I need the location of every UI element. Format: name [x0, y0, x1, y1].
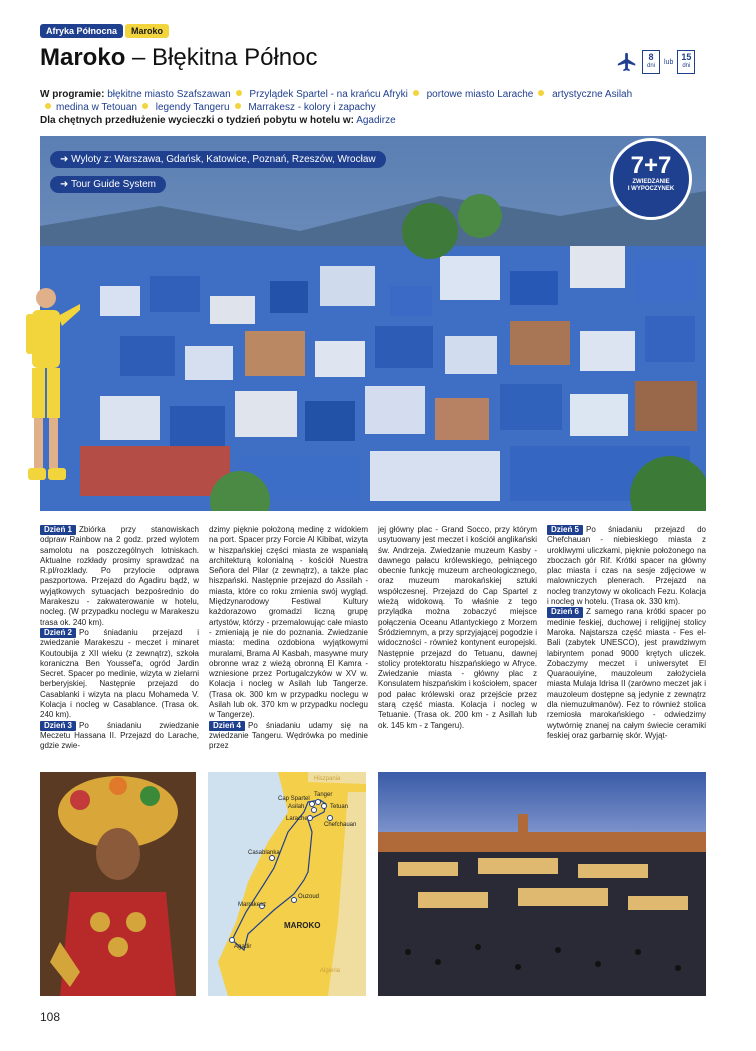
program-item: medina w Tetouan	[56, 102, 137, 113]
map-country-label: MAROKO	[284, 921, 321, 930]
bullet-dot-icon	[413, 90, 419, 96]
day-text: Po śniadaniu udamy się na zwiedzanie Tangeru. Wędrówka po medinie przez	[209, 720, 368, 751]
itinerary-column-1	[40, 525, 199, 765]
duration-8-days: 8 dni	[642, 50, 660, 74]
day-text: Po śniadaniu zwiedzanie Meczetu Hassana II. Przejazd do Larache, gdzie zwie-	[40, 720, 199, 751]
tour-guide-figure	[18, 284, 82, 512]
flights-info-pill: ➜ Wyloty z: Warszawa, Gdańsk, Katowice, Poznań, Rzeszów, Wrocław	[50, 151, 386, 168]
region-tag: Afryka Północna	[40, 24, 123, 38]
program-item: legendy Tangeru	[155, 102, 230, 113]
day-text: dzimy pięknie położoną medinę z widokiem na port. Spacer przy Forcie Al Kibibat, wizyta w hiszpańskiej części miasta ze wspaniałą architekturą kolonialną - kościół Nuestra Señora del Pilar (z zewnątrz), a także plac hiszpański. Następnie przejazd do Assilah - miasta, które co roku zmienia swój wygląd. Międzynarodowy Festiwal Kultury każdorazowo gromadzi liczną grupę artystów, którzy - przemalowując całe miasto - zmieniają je nie do poznania. Zwiedzanie miasta: medina ozdobiona wyjątkowymi muralami, Brama Al Kasbah, masywne mury obronne wraz z wieżą obronną El Kamra - wzniesione przez Portugalczyków w XV w. Kolacja i nocleg w Asilah lub Tangerze. (Trasa ok. 300 km w przypadku noclegu w Asilah lub ok. 370 km w przypadku noclegu w Tangerze).	[209, 525, 368, 720]
map-label-marrakesz: Marrakesz	[238, 902, 267, 908]
extension-label: Dla chętnych przedłużenie wycieczki o tydzień pobytu w hotelu w:	[40, 115, 354, 126]
photo-marrakesh-square	[378, 772, 706, 996]
bullet-dot-icon	[538, 90, 544, 96]
day-text: Po śniadaniu przejazd do Chefchauan - niebieskiego miasta z urokliwymi uliczkami, pięknie położonego na zboczach gór Rif. Krótki spacer na główny plac miasta i czas na sesje zdjęciowe w malowniczych plenerach. Przejazd na nocleg tranzytowy w okolicach Fezu. Kolacja i nocleg w hotelu. (Trasa ok. 330 km).	[547, 525, 706, 607]
tour-guide-pill: ➜ Tour Guide System	[50, 176, 166, 193]
breadcrumb-tags	[40, 24, 169, 38]
itinerary-columns	[40, 525, 706, 765]
program-item: artystyczne Asilah	[552, 89, 633, 100]
photo-water-seller	[40, 772, 196, 996]
day-label: Dzień 4	[209, 721, 245, 731]
program-item: Przylądek Spartel - na krańcu Afryki	[249, 89, 408, 100]
day-label: Dzień 1	[40, 525, 76, 535]
hero-photo-chefchaouen	[40, 136, 706, 511]
day-label: Dzień 5	[547, 525, 583, 535]
duration-indicator	[616, 50, 695, 74]
map-label-algeria: Algieria	[320, 968, 341, 974]
bullet-dot-icon	[236, 90, 242, 96]
day-text: jej główny plac - Grand Socco, przy którym usytuowany jest meczet i kościół anglikański św. Andrzeja. Zwiedzanie muzeum Kasby - dawnego pałacu królewskiego, pełniącego obecnie funkcję muzeum archeologicznego, oraz muzeum marokańskiej sztuki współczesnej. Przejazd do Cap Spartel z wieżą widokową. To właśnie z tego przylądka można zobaczyć miejsce połączenia Oceanu Atlantyckiego z Morzem Śródziemnym, a przy sprzyjającej pogodzie i widoczności - również kontynent europejski. Następnie przejazd do Tetuanu, dawnej stolicy protektoratu hiszpańskiego w Afryce. Zwiedzanie miasta - główny plac z Konsulatem hiszpańskim i kościołem, spacer pod pałac królewski oraz przejście przez starą część miasta. Kolacja i nocleg w Tetuanie. (Trasa ok. 200 km - z Asillah lub ok. 145 km - z Tangeru).	[378, 525, 537, 730]
map-label-asilah: Asilah	[288, 804, 305, 810]
program-item: portowe miasto Larache	[426, 89, 534, 100]
program-item: Marrakesz - kolory i zapachy	[248, 102, 376, 113]
extension-place: Agadirze	[356, 115, 396, 126]
map-label-casablanka: Casablanka	[248, 850, 280, 856]
badge-number: 7+7	[630, 152, 672, 179]
day-text: Po śniadaniu przejazd i zwiedzanie Marakeszu - meczet i minaret Koutoubija z XII wieku (z zewnątrz), szkoła koraniczna Ben Youssef'a, ogród Jardin Secret. Spacer po medinie, wizyta w zielarni berberyjskiej. Następnie przejazd do Casablanki i wizyta na placu Mohameda V. Kolacja i nocleg w Casablance. (Trasa ok. 240 km).	[40, 627, 199, 720]
bullet-dot-icon	[45, 103, 51, 109]
title-bold: Maroko	[40, 44, 126, 71]
bullet-dot-icon	[142, 103, 148, 109]
plane-icon	[616, 51, 638, 73]
map-label-tanger: Tanger	[314, 792, 333, 798]
duration-or: lub	[664, 58, 674, 66]
page-title	[40, 44, 317, 72]
bullet-dot-icon	[235, 103, 241, 109]
country-tag: Maroko	[125, 24, 169, 38]
day-label: Dzień 3	[40, 721, 76, 731]
itinerary-column-2	[209, 525, 368, 765]
program-item: błękitne miasto Szafszawan	[107, 89, 231, 100]
map-label-cap-spartel: Cap Spartel	[278, 796, 310, 802]
duration-15-days: 15 dni	[677, 50, 695, 74]
title-rest: – Błękitna Północ	[125, 44, 318, 71]
itinerary-column-3	[378, 525, 537, 765]
map-label-tetuan: Tetuan	[330, 804, 349, 810]
badge-line1: ZWIEDZANIE	[632, 179, 670, 185]
day-text: Zbiórka przy stanowiskach odpraw Rainbow na 2 godz. przed wylotem samolotu na poszczególnych lotniskach. Aktualne rozkłady prosimy sprawdzać na R.pl/rozklady. Po przylocie odprawa paszportowa. Przejazd do Agadiru bądź, w wyjątkowych sytuacjach bezpośrednio do Marakeszu - zakwaterowanie w hotelu, nocleg. (W przypadku noclegu w Marakeszu trasa ok. 240 km).	[40, 525, 199, 627]
day-text: Z samego rana krótki spacer po medinie feskiej, duchowej i religijnej stolicy Maroka. Najstarsza część miasta - Fes el-Bali (zabytek UNESCO), jest prawdziwym labiryntem ponad 9000 krętych uliczek. Zobaczymy meczet i uniwersytet El Quaraouiyine, mauzoleum założyciela miasta Mulaja Idrisa II (zarówno meczet jak i mauzoleum dostępne są jedynie z zewnątrz dla niemuzułmanów). Fez to również stolica rzemiosła marokańskiego - odwiedzimy wytwórnię znanej na całym świecie ceramiki feskiej oraz garbarnię skór. Wyjąt-	[547, 607, 706, 740]
badge-line2: I WYPOCZYNEK	[627, 186, 675, 192]
itinerary-column-4	[547, 525, 706, 765]
map-label-spain: Hiszpania	[314, 776, 341, 782]
map-label-chefchauan: Chefchauan	[324, 822, 357, 828]
map-label-larache: Larache	[286, 816, 308, 822]
map-label-agadir: Agadir	[234, 944, 252, 950]
map-label-ouzoud: Ouzoud	[298, 894, 320, 900]
seven-plus-seven-badge	[610, 138, 692, 220]
program-list	[40, 88, 710, 127]
route-map	[208, 772, 366, 996]
day-label: Dzień 2	[40, 628, 76, 638]
page-number: 108	[40, 1010, 61, 1024]
program-label: W programie:	[40, 89, 105, 100]
day-label: Dzień 6	[547, 607, 583, 617]
